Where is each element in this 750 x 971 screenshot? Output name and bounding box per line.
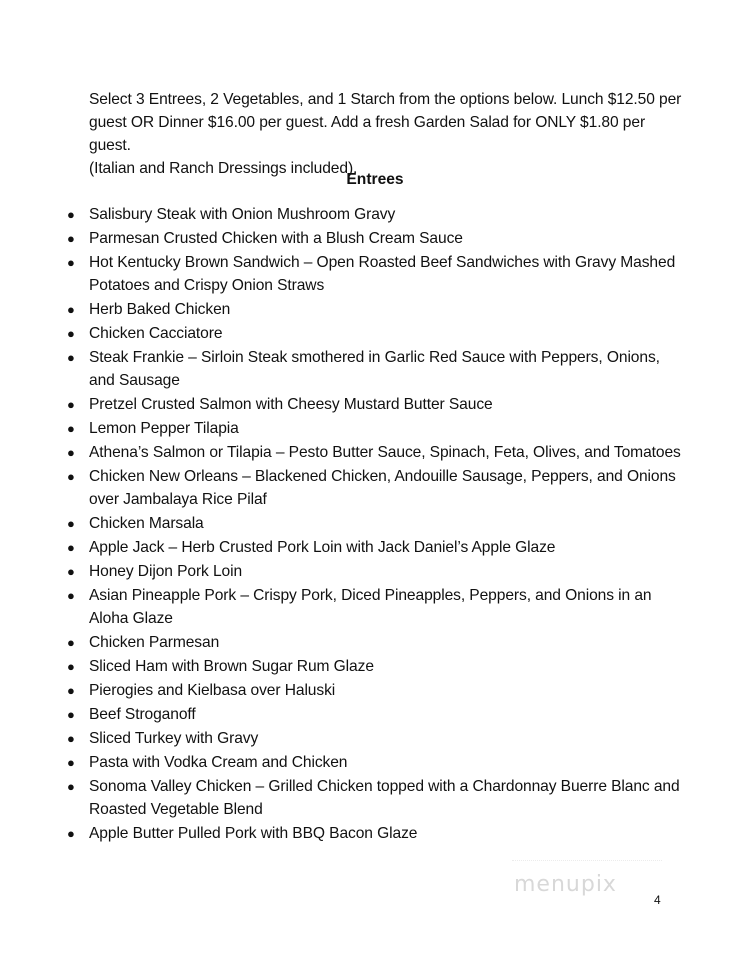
bullet-icon: ●: [67, 754, 75, 770]
bullet-icon: ●: [67, 564, 75, 580]
entree-list-item: [64, 775, 684, 822]
entree-name: Herb Baked Chicken: [89, 301, 231, 319]
entree-list-item: [64, 703, 684, 726]
entree-name: Lemon Pepper Tilapia: [89, 420, 239, 438]
intro-paragraph: [89, 88, 689, 180]
entree-list-item: [64, 322, 684, 345]
bullet-icon: ●: [67, 635, 75, 651]
entree-list-item: [64, 822, 684, 845]
bullet-icon: ●: [67, 778, 75, 794]
intro-line: guest OR Dinner $16.00 per guest. Add a fresh Garden Salad for ONLY $1.80 per guest.: [89, 114, 646, 154]
intro-line: (Italian and Ranch Dressings included).: [89, 160, 358, 177]
entree-name: Asian Pineapple Pork – Crispy Pork, Diced Pineapples, Peppers, and Onions in an Aloha Glaze: [89, 587, 652, 628]
bullet-icon: ●: [67, 540, 75, 556]
entree-list-item: [64, 560, 684, 583]
entree-list-item: [64, 727, 684, 750]
entree-list-item: [64, 584, 684, 631]
entree-list-item: [64, 679, 684, 702]
entree-list-item: [64, 512, 684, 535]
entree-list-item: [64, 346, 684, 393]
entree-list-item: [64, 536, 684, 559]
entree-list-item: [64, 655, 684, 678]
bullet-icon: ●: [67, 421, 75, 437]
watermark-logo: menupix: [514, 872, 617, 897]
entree-list-item: [64, 393, 684, 416]
bullet-icon: ●: [67, 397, 75, 413]
bullet-icon: ●: [67, 207, 75, 222]
entree-name: Chicken Parmesan: [89, 634, 220, 652]
entree-name: Pretzel Crusted Salmon with Cheesy Mustard Butter Sauce: [89, 396, 493, 414]
bullet-icon: ●: [67, 730, 75, 746]
entree-name: Sonoma Valley Chicken – Grilled Chicken topped with a Chardonnay Buerre Blanc and Roasted Vegetable Blend: [89, 777, 680, 819]
entree-name: Chicken New Orleans – Blackened Chicken, Andouille Sausage, Peppers, and Onions over Jambalaya Rice Pilaf: [89, 467, 676, 509]
entree-name: Honey Dijon Pork Loin: [89, 563, 243, 581]
entree-name: Salisbury Steak with Onion Mushroom Gravy: [89, 206, 396, 223]
section-heading: Entrees: [346, 171, 404, 188]
bullet-icon: ●: [67, 826, 75, 842]
bullet-icon: ●: [67, 302, 75, 318]
entree-list-item: [64, 203, 684, 226]
bullet-icon: ●: [67, 468, 75, 484]
entree-list: [64, 203, 684, 846]
entree-list-item: [64, 441, 684, 464]
bullet-icon: ●: [67, 588, 75, 603]
entree-name: Hot Kentucky Brown Sandwich – Open Roasted Beef Sandwiches with Gravy Mashed Potatoes and Crispy Onion Straws: [89, 253, 676, 295]
bullet-icon: ●: [67, 230, 75, 246]
entree-name: Pierogies and Kielbasa over Haluski: [89, 682, 336, 700]
entree-name: Athena’s Salmon or Tilapia – Pesto Butter Sauce, Spinach, Feta, Olives, and Tomatoes: [89, 444, 681, 462]
bullet-icon: ●: [67, 707, 75, 723]
entree-list-item: [64, 251, 684, 298]
entree-list-item: [64, 751, 684, 774]
entree-name: Sliced Turkey with Gravy: [89, 729, 259, 747]
entree-name: Chicken Marsala: [89, 515, 204, 533]
entree-name: Parmesan Crusted Chicken with a Blush Cream Sauce: [89, 229, 463, 247]
bullet-icon: ●: [67, 445, 75, 461]
bullet-icon: ●: [67, 659, 75, 675]
entree-name: Chicken Cacciatore: [89, 325, 223, 343]
entree-list-item: [64, 298, 684, 321]
entree-name: Apple Jack – Herb Crusted Pork Loin with Jack Daniel’s Apple Glaze: [89, 539, 556, 557]
page-number: 4: [654, 893, 661, 907]
bullet-icon: ●: [67, 683, 75, 699]
entree-list-item: [64, 631, 684, 654]
watermark-divider: [512, 860, 662, 862]
entree-name: Sliced Ham with Brown Sugar Rum Glaze: [89, 658, 374, 676]
entree-list-item: [64, 465, 684, 512]
bullet-icon: ●: [67, 254, 75, 270]
bullet-icon: ●: [67, 349, 75, 365]
intro-line: Select 3 Entrees, 2 Vegetables, and 1 Starch from the options below. Lunch $12.50 per: [89, 91, 682, 108]
entree-name: Beef Stroganoff: [89, 706, 196, 724]
entree-name: Apple Butter Pulled Pork with BBQ Bacon Glaze: [89, 825, 418, 843]
entree-list-item: [64, 227, 684, 250]
entree-name: Pasta with Vodka Cream and Chicken: [89, 753, 348, 771]
entree-list-item: [64, 417, 684, 440]
bullet-icon: ●: [67, 326, 75, 342]
bullet-icon: ●: [67, 516, 75, 532]
entree-name: Steak Frankie – Sirloin Steak smothered in Garlic Red Sauce with Peppers, Onions, and Sausage: [89, 348, 660, 390]
